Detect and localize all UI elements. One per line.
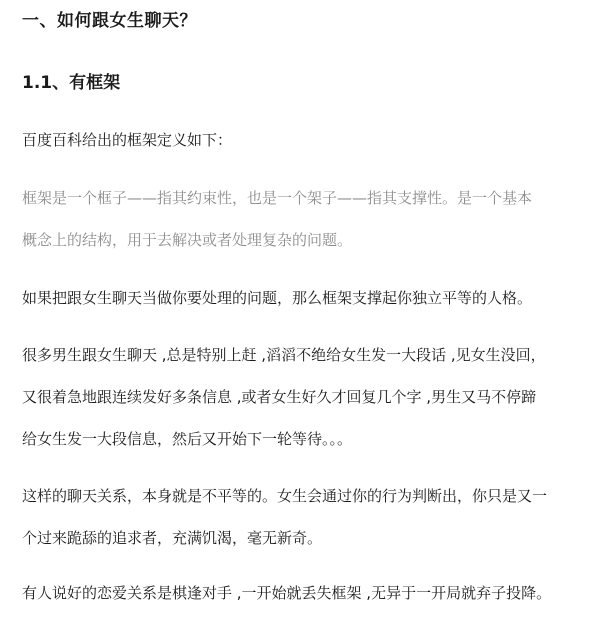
text-line: 个过来跪舔的追求者，充满饥渴，毫无新奇。: [22, 529, 323, 547]
paragraph: [22, 572, 582, 614]
paragraph: [22, 277, 582, 319]
text-line: 给女生发一大段信息，然后又开始下一轮等待。。。: [22, 430, 353, 448]
text-line: 如果把跟女生聊天当做你要处理的问题，那么框架支撑起你独立平等的人格。: [22, 289, 533, 307]
text-line: 概念上的结构，用于去解决或者处理复杂的问题。: [22, 231, 353, 249]
definition-quote: [22, 177, 582, 261]
text-line: 又很着急地跟连续发好多条信息 ,或者女生好久才回复几个字 ,男生又马不停蹄: [22, 388, 537, 406]
text-line: 框架是一个框子——指其约束性，也是一个架子——指其支撑性。是一个基本: [22, 189, 533, 207]
subsection-heading: 1.1、有框架: [22, 73, 121, 93]
text-line: 很多男生跟女生聊天 ,总是特别上赶 ,滔滔不绝给女生发一大段话 ,见女生没回，: [22, 346, 546, 364]
text-line: 这样的聊天关系，本身就是不平等的。女生会通过你的行为判断出，你只是又一: [22, 487, 548, 505]
intro-paragraph: [22, 119, 582, 161]
paragraph: [22, 334, 582, 460]
paragraph: [22, 475, 582, 559]
section-heading: 一、如何跟女生聊天？: [22, 11, 197, 31]
text-line: 百度百科给出的框架定义如下：: [22, 131, 233, 149]
text-line: 有人说好的恋爱关系是棋逢对手 ,一开始就丢失框架 ,无异于一开局就弃子投降。: [22, 584, 552, 602]
